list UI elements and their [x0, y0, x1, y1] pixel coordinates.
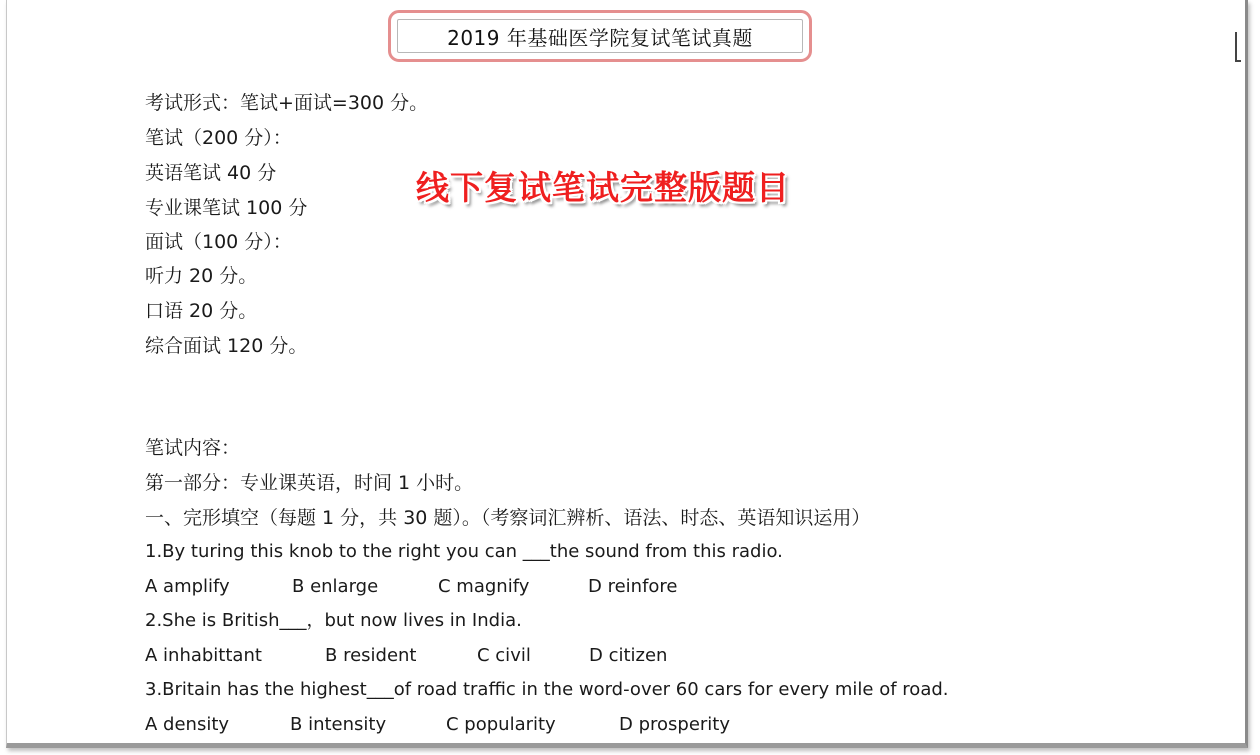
- major-written-line: 专业课笔试 100 分: [145, 197, 308, 219]
- question-2-option-c: C civil: [477, 645, 531, 666]
- question-3-text: 3.Britain has the highest___of road traffic in the word-over 60 cars for every mile of road.: [145, 679, 949, 700]
- question-1-text: 1.By turing this knob to the right you can ___the sound from this radio.: [145, 541, 783, 562]
- question-1-option-a: A amplify: [145, 576, 230, 597]
- written-content-heading: 笔试内容：: [145, 437, 241, 459]
- interview-score-line: 面试（100 分）：: [145, 231, 292, 253]
- exam-format-line: 考试形式：笔试+面试=300 分。: [145, 92, 429, 114]
- oral-line: 口语 20 分。: [145, 300, 258, 322]
- question-1-option-d: D reinfore: [588, 576, 678, 597]
- title-box: [388, 10, 812, 62]
- question-2-option-b: B resident: [325, 645, 417, 666]
- question-3-option-d: D prosperity: [619, 714, 731, 735]
- section-one-line: 一、完形填空（每题 1 分，共 30 题）。（考察词汇辨析、语法、时态、英语知识运用）: [145, 507, 871, 529]
- question-2-option-a: A inhabittant: [145, 645, 262, 666]
- page-edge-marker: [1235, 32, 1241, 62]
- written-score-line: 笔试（200 分）：: [145, 127, 292, 149]
- question-3-option-b: B intensity: [290, 714, 387, 735]
- question-3-option-a: A density: [145, 714, 230, 735]
- question-2-option-d: D citizen: [589, 645, 668, 666]
- question-2-text: 2.She is British___，but now lives in India.: [145, 610, 522, 631]
- question-3-option-c: C popularity: [446, 714, 556, 735]
- listening-line: 听力 20 分。: [145, 265, 258, 287]
- english-written-line: 英语笔试 40 分: [145, 162, 277, 184]
- question-1-option-c: C magnify: [438, 576, 530, 597]
- comprehensive-interview-line: 综合面试 120 分。: [145, 335, 308, 357]
- document-title: 2019 年基础医学院复试笔试真题: [397, 19, 803, 53]
- question-1-option-b: B enlarge: [292, 576, 379, 597]
- part-one-line: 第一部分：专业课英语，时间 1 小时。: [145, 472, 474, 494]
- overlay-heading: 线下复试笔试完整版题目: [416, 168, 790, 207]
